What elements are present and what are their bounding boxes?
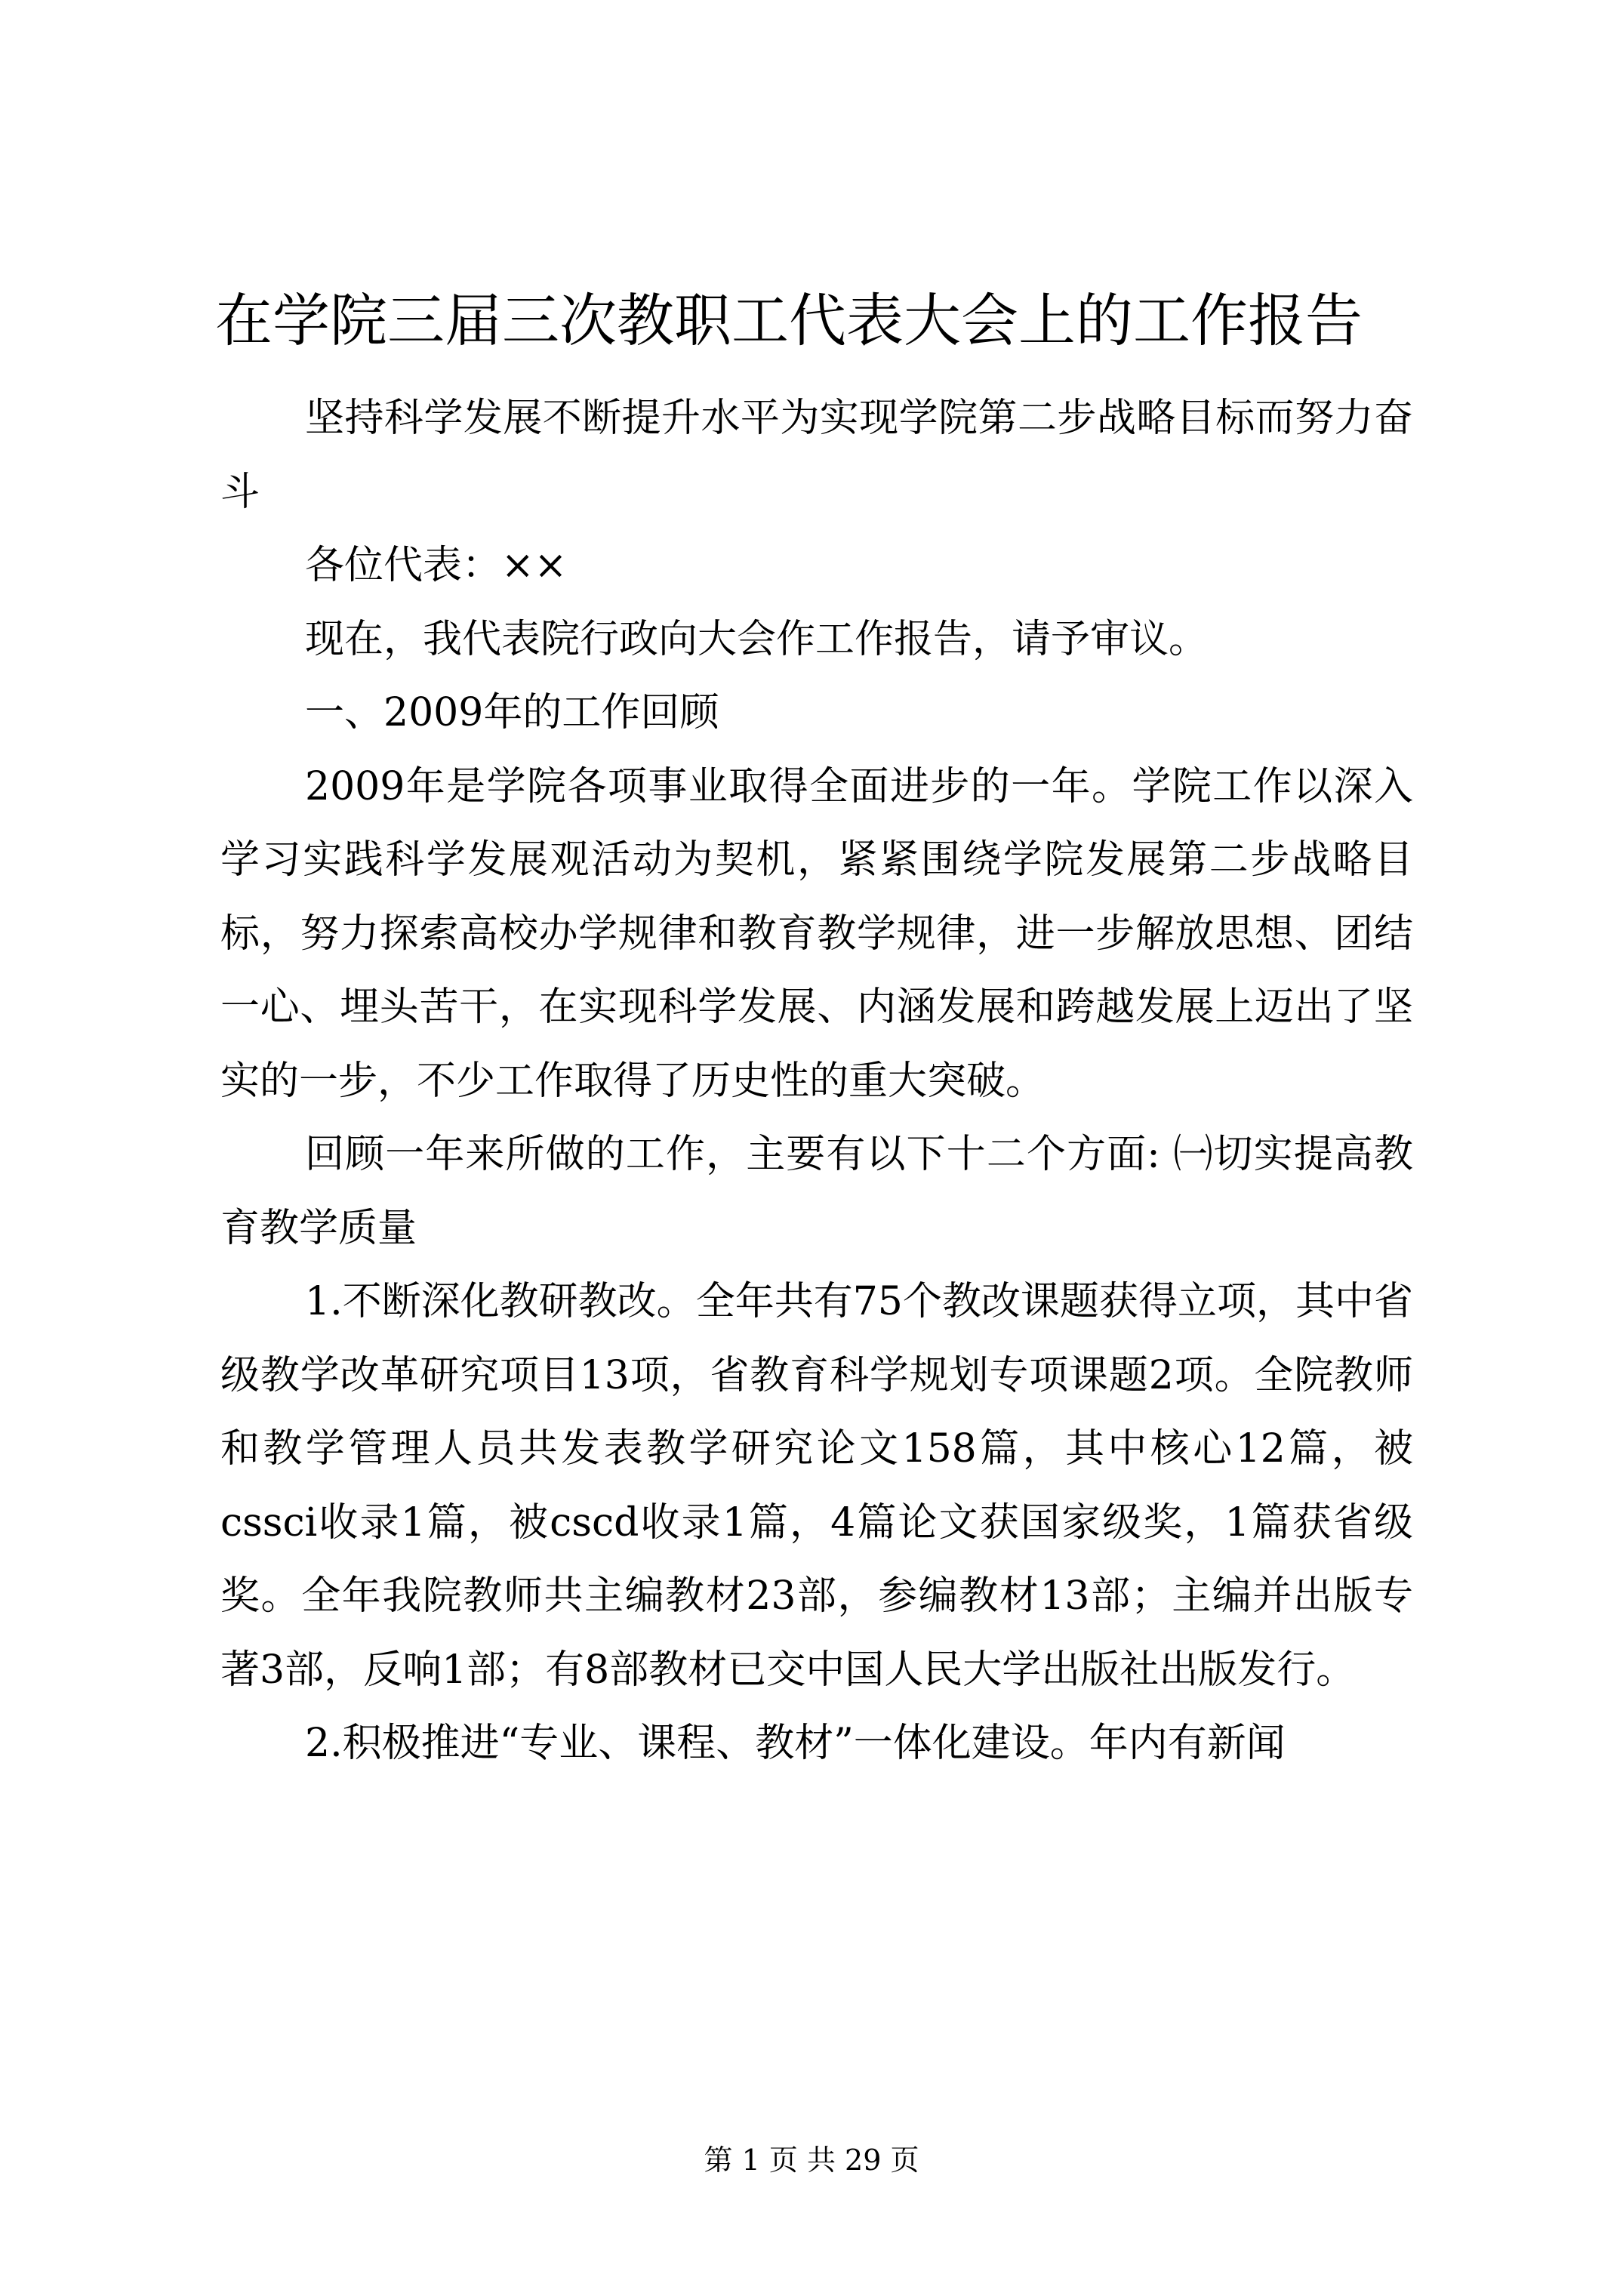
salutation-paragraph: 各位代表：×× xyxy=(305,543,568,588)
overview-paragraph: 回顾一年来所做的工作，主要有以下十二个方面: ㈠切实提高教育教学质量 xyxy=(220,1132,1413,1251)
document-body xyxy=(220,382,1413,1781)
item-2-paragraph: 2.积极推进“专业、课程、教材”一体化建设。年内有新闻 xyxy=(305,1721,1286,1766)
review-paragraph: 2009年是学院各项事业取得全面进步的一年。学院工作以深入学习实践科学发展观活动为契机，紧紧围绕学院发展第二步战略目标，努力探索高校办学规律和教育教学规律，进一步解放思想、团结一心、埋头苦干，在实现科学发展、内涵发展和跨越发展上迈出了坚实的一步，不少工作取得了历史性的重大突破。 xyxy=(220,763,1413,1104)
subtitle-paragraph: 坚持科学发展不断提升水平为实现学院第二步战略目标而努力奋斗 xyxy=(220,396,1413,515)
item-1-paragraph: 1.不断深化教研教改。全年共有75个教改课题获得立项，其中省级教学改革研究项目13项，省教育科学规划专项课题2项。全院教师和教学管理人员共发表教学研究论文158篇，其中核心12篇，被cssci收录1篇，被cscd收录1篇，4篇论文获国家级奖，1篇获省级奖。全年我院教师共主编教材23部，参编教材13部；主编并出版专著3部，反响1部；有8部教材已交中国人民大学出版社出版发行。 xyxy=(220,1279,1413,1693)
section-heading: 一、2009年的工作回顾 xyxy=(305,690,719,735)
intro-paragraph: 现在，我代表院行政向大会作工作报告，请予审议。 xyxy=(305,616,1209,662)
document-title: 在学院三届三次教职工代表大会上的工作报告 xyxy=(215,287,1363,354)
page-number-footer: 第 1 页 共 29 页 xyxy=(704,2143,919,2177)
